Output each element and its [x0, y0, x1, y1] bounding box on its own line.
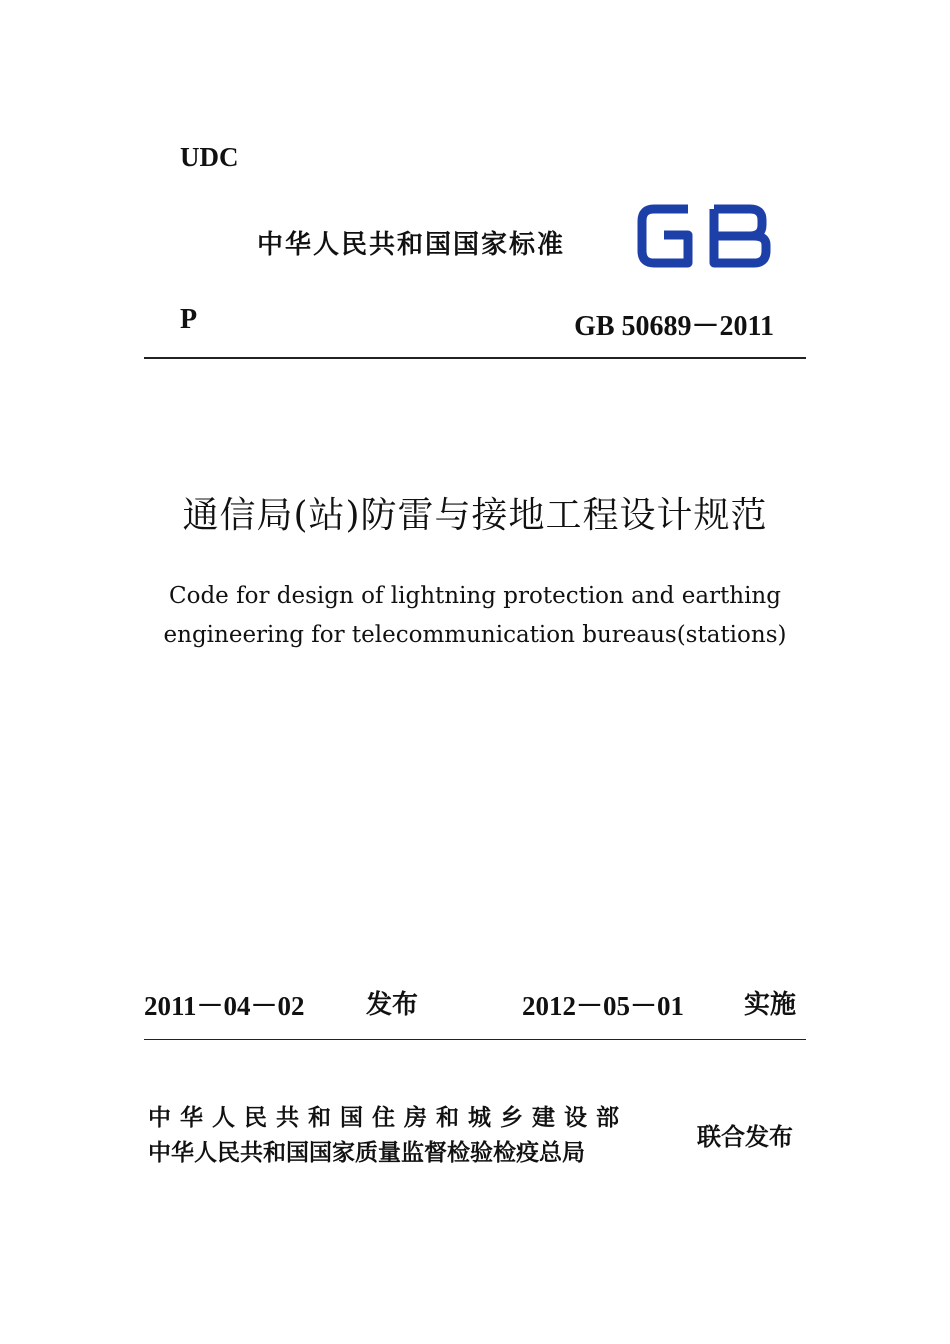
english-title-line1: Code for design of lightning protection and earthing: [169, 583, 781, 609]
issuer-aqsiq: 中华人民共和国国家质量监督检验检疫总局: [148, 1140, 585, 1166]
bottom-divider: [144, 1039, 806, 1040]
joint-release-label: 联合发布: [697, 1123, 793, 1151]
effective-label: 实施: [744, 990, 797, 1020]
chinese-title: 通信局(站)防雷与接地工程设计规范: [182, 495, 768, 536]
top-divider: [144, 357, 806, 359]
issue-label: 发布: [366, 990, 419, 1020]
standard-number: GB 50689－2011: [574, 311, 774, 342]
effective-date: 2012－05－01: [522, 991, 684, 1021]
udc-label: UDC: [180, 142, 239, 172]
issuer-ministry: 中华人民共和国住房和城乡建设部: [148, 1105, 628, 1131]
english-title-line2: engineering for telecommunication bureaus(stations): [163, 622, 787, 648]
english-title: [0, 577, 950, 655]
issue-date: 2011－04－02: [144, 991, 305, 1021]
gb-logo: [630, 195, 778, 277]
standard-type: 中华人民共和国国家标准: [257, 230, 566, 260]
classification-code: P: [180, 304, 198, 335]
